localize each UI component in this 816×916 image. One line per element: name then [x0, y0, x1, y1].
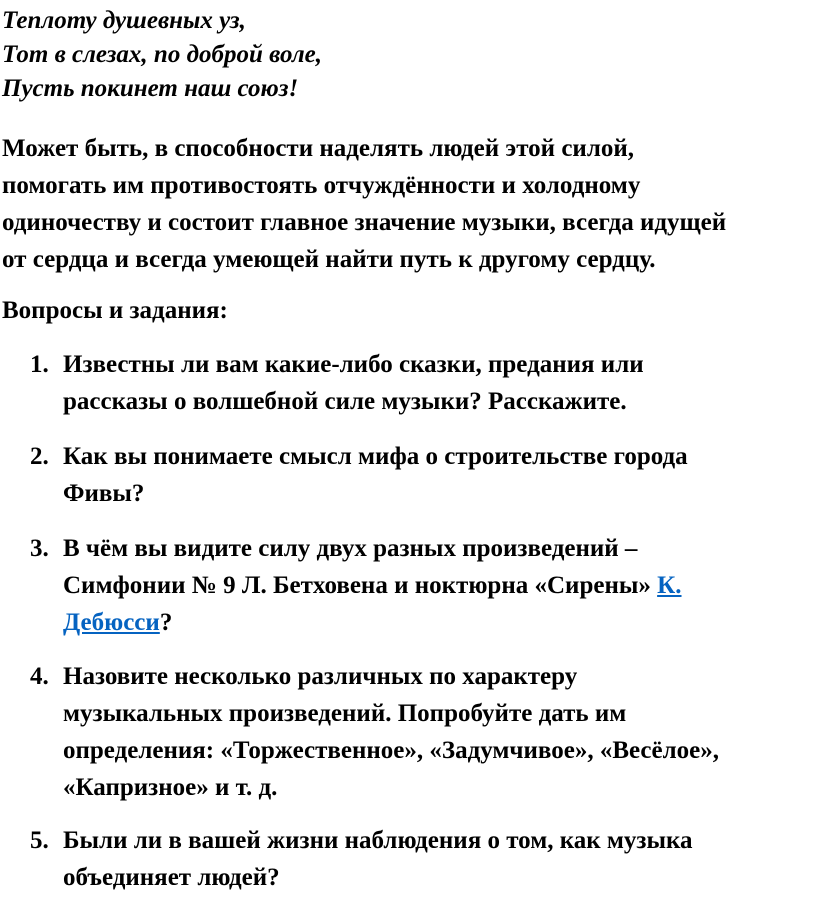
poem-line: Пусть покинет наш союз! [2, 75, 299, 102]
paragraph-line: одиночеству и состоит главное значение музыки, всегда идущей [2, 209, 727, 236]
poem-line: Теплоту душевных уз, [2, 7, 246, 34]
question-text-line: объединяет людей? [63, 864, 280, 891]
question-text-line: В чём вы видите силу двух разных произведений – [63, 535, 638, 562]
question-number: 5. [30, 827, 49, 854]
question-text-line: музыкальных произведений. Попробуйте дать им [63, 700, 627, 727]
question-number: 1. [30, 351, 49, 378]
question-text-line: Известны ли вам какие-либо сказки, предания или [63, 351, 644, 378]
paragraph-line: помогать им противостоять отчуждённости и холодному [2, 172, 641, 199]
debussy-link-continued[interactable]: Дебюсси [63, 609, 160, 636]
poem-line: Тот в слезах, по доброй воле, [2, 41, 323, 68]
question-text-line: Назовите несколько различных по характеру [63, 663, 578, 690]
question-number: 3. [30, 535, 49, 562]
question-text-segment: ? [159, 609, 173, 636]
paragraph-line: Может быть, в способности наделять людей этой силой, [2, 135, 635, 162]
paragraph-line: от сердца и всегда умеющей найти путь к другому сердцу. [2, 246, 656, 273]
question-text-line: «Капризное» и т. д. [63, 774, 278, 801]
question-text-line [63, 604, 815, 641]
body-paragraph [2, 130, 814, 278]
questions-heading: Вопросы и задания: [2, 297, 228, 324]
question-text-line: Как вы понимаете смысл мифа о строительстве города [63, 443, 688, 470]
question-text-line: Фивы? [63, 480, 145, 507]
question-number: 2. [30, 443, 49, 470]
question-text-line: определения: «Торжественное», «Задумчивое», «Весёлое», [63, 737, 719, 764]
question-text-line [63, 567, 815, 604]
question-text-segment: Симфонии № 9 Л. Бетховена и ноктюрна «Сирены» [63, 572, 658, 599]
question-number: 4. [30, 663, 49, 690]
question-text-line: Были ли в вашей жизни наблюдения о том, как музыка [63, 827, 693, 854]
poem-stanza [2, 4, 812, 106]
debussy-link[interactable]: К. [657, 572, 682, 599]
question-text-line: рассказы о волшебной силе музыки? Расскажите. [63, 388, 627, 415]
